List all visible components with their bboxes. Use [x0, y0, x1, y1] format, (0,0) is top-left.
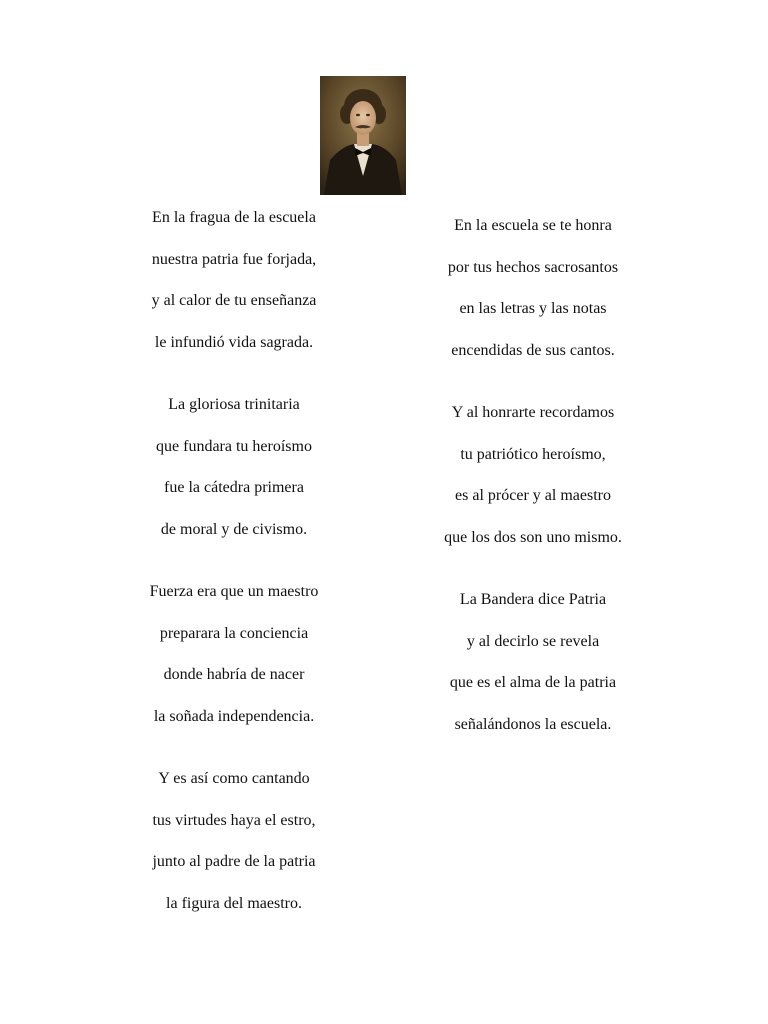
- verse-line: que fundara tu heroísmo: [156, 437, 312, 455]
- verse-line: señalándonos la escuela.: [454, 715, 612, 733]
- verse-line: junto al padre de la patria: [152, 853, 316, 871]
- verse-line: fue la cátedra primera: [164, 479, 304, 497]
- verse-line: nuestra patria fue forjada,: [151, 250, 317, 268]
- verse-line: En la fragua de la escuela: [152, 209, 316, 226]
- portrait-image: [320, 76, 406, 195]
- verse-line: por tus hechos sacrosantos: [447, 258, 619, 276]
- verse-line: y al decirlo se revela: [466, 632, 600, 650]
- verse-line: Y es así como cantando: [158, 769, 310, 787]
- verse-line: preparara la conciencia: [159, 624, 309, 642]
- verse-line: donde habría de nacer: [163, 666, 305, 684]
- verse-line: En la escuela se te honra: [454, 217, 612, 234]
- verse-line: La Bandera dice Patria: [459, 590, 607, 608]
- stanza: [119, 395, 349, 561]
- verse-line: es al prócer y al maestro: [455, 487, 611, 505]
- verse-line: tus virtudes haya el estro,: [152, 811, 316, 829]
- verse-line: tu patriótico heroísmo,: [460, 445, 606, 463]
- verse-line: Fuerza era que un maestro: [149, 582, 319, 600]
- stanza: [418, 216, 648, 382]
- verse-line: la soñada independencia.: [153, 707, 315, 725]
- poem-right-column: [418, 216, 648, 777]
- stanza: [119, 769, 349, 935]
- verse-line: encendidas de sus cantos.: [451, 341, 615, 359]
- verse-line: que los dos son uno mismo.: [444, 528, 622, 546]
- portrait-painting-icon: [320, 76, 406, 195]
- verse-line: Y al honrarte recordamos: [451, 403, 615, 421]
- verse-line: La gloriosa trinitaria: [168, 395, 300, 413]
- stanza: [418, 590, 648, 756]
- stanza: [418, 403, 648, 569]
- verse-line: le infundió vida sagrada.: [154, 333, 314, 351]
- poem-left-column: [119, 208, 349, 956]
- verse-line: que es el alma de la patria: [449, 674, 617, 692]
- verse-line: en las letras y las notas: [459, 300, 607, 318]
- stanza: [119, 582, 349, 748]
- stanza: [119, 208, 349, 374]
- verse-line: la figura del maestro.: [166, 894, 302, 912]
- verse-line: y al calor de tu enseñanza: [151, 292, 317, 310]
- verse-line: de moral y de civismo.: [160, 520, 308, 538]
